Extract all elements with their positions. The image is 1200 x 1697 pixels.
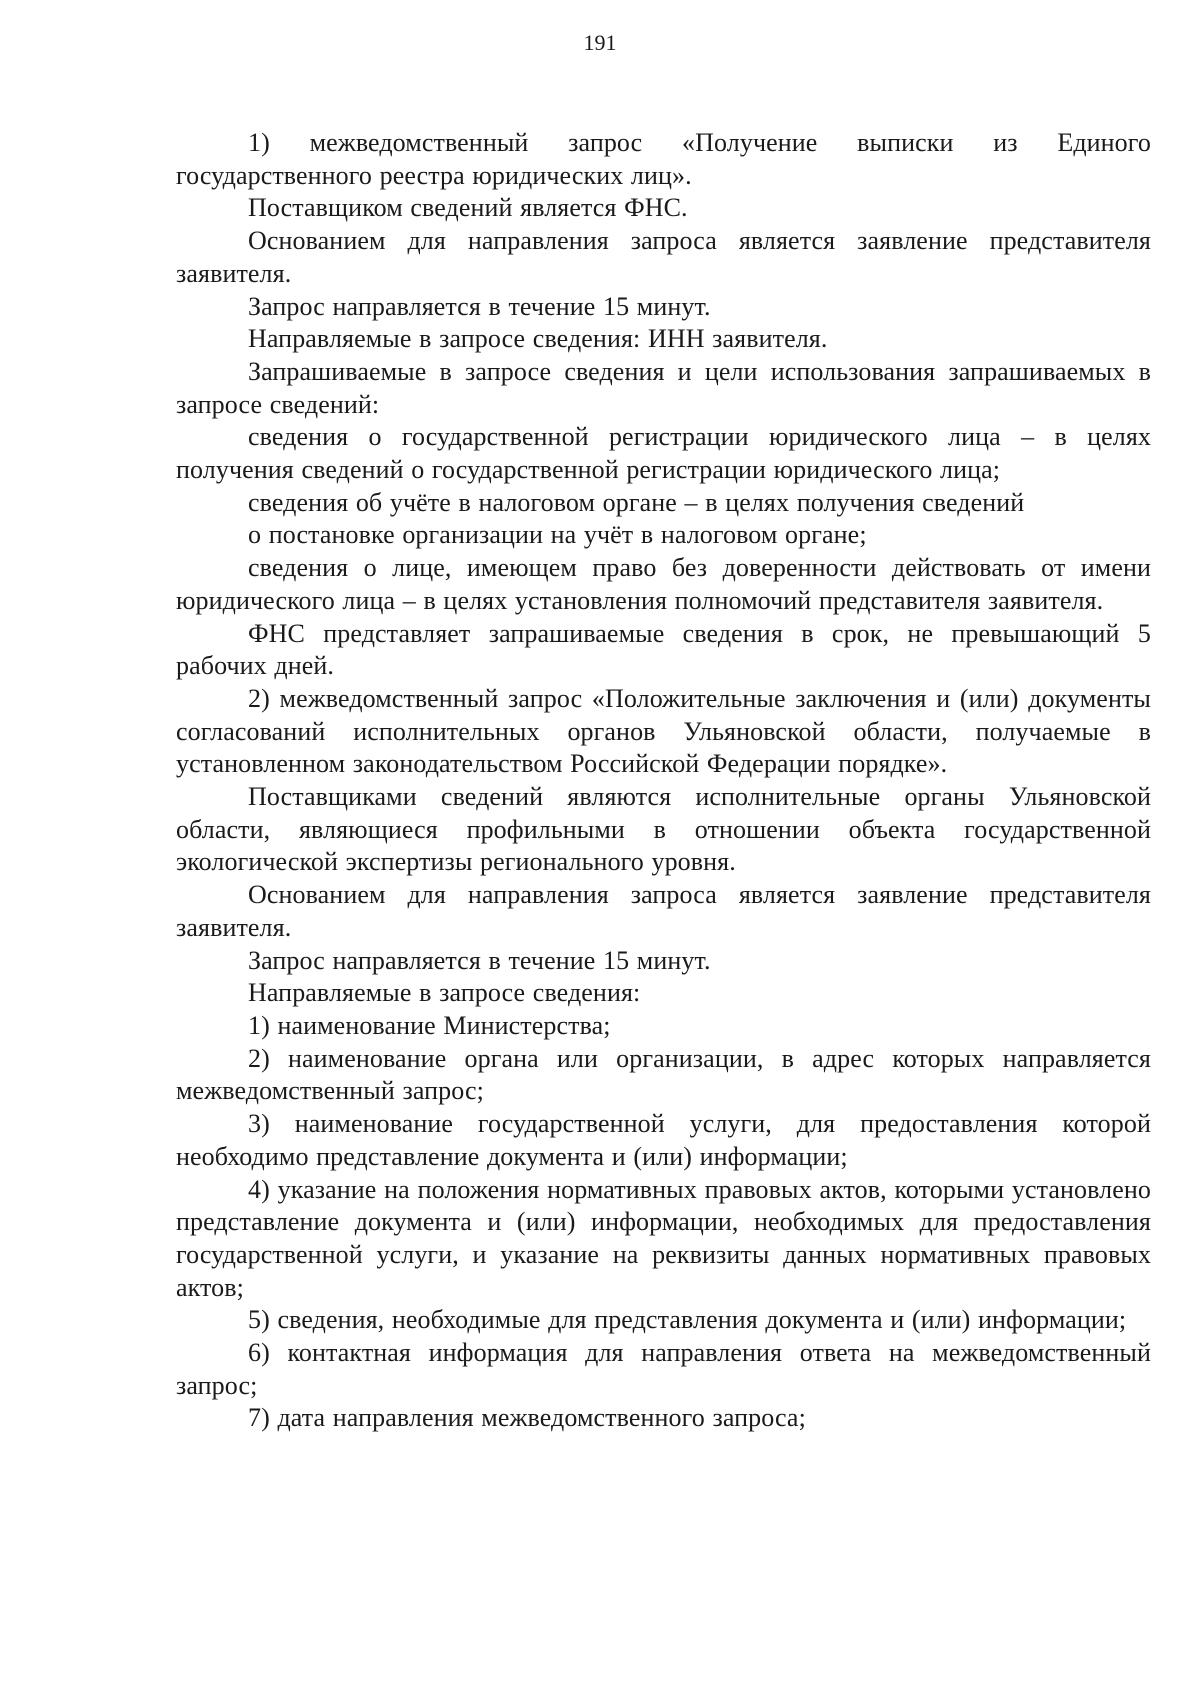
paragraph: 2) наименование органа или организации, в адрес которых направляется межведомственный запрос; — [176, 1043, 1151, 1106]
paragraph: 7) дата направления межведомственного запроса; — [248, 1403, 806, 1433]
paragraph: о постановке организации на учёт в налоговом органе; — [248, 520, 867, 550]
paragraph: Основанием для направления запроса является заявление представителя заявителя. — [176, 226, 1151, 288]
paragraph: 5) сведения, необходимые для представления документа и (или) информации; — [248, 1305, 1127, 1335]
paragraph: 6) контактная информация для направления ответа на межведомственный запрос; — [176, 1338, 1151, 1400]
paragraph: Направляемые в запросе сведения: — [248, 978, 641, 1008]
paragraph: сведения о лице, имеющем право без доверенности действовать от имени юридического лица – в целях установления полномочий представителя заявителя. — [176, 553, 1151, 615]
paragraph: 1) наименование Министерства; — [248, 1010, 611, 1040]
paragraph: 1) межведомственный запрос «Получение выписки из Единого государственного реестра юридических лиц». — [176, 128, 1151, 190]
paragraph: ФНС представляет запрашиваемые сведения в срок, не превышающий 5 рабочих дней. — [176, 618, 1151, 681]
paragraph: Запрос направляется в течение 15 минут. — [248, 945, 711, 975]
page-number: 191 — [583, 30, 617, 55]
paragraph: 2) межведомственный запрос «Положительные заключения и (или) документы согласований исполнительных органов Ульяновской области, получаемые в установленном законодательством Российской Федерации порядке». — [176, 683, 1151, 779]
document-body — [176, 127, 1151, 1435]
paragraph: Поставщиками сведений являются исполнительные органы Ульяновской области, являющиеся профильными в отношении объекта государственной экологической экспертизы регионального уровня. — [176, 782, 1151, 877]
paragraph: Основанием для направления запроса является заявление представителя заявителя. — [176, 880, 1151, 942]
paragraph: Запрашиваемые в запросе сведения и цели использования запрашиваемых в запросе сведений: — [176, 356, 1151, 419]
paragraph: сведения об учёте в налоговом органе – в целях получения сведений — [248, 487, 1025, 517]
paragraph: сведения о государственной регистрации юридического лица – в целях получения сведений о государственной регистрации юридического лица; — [176, 422, 1151, 485]
paragraph: 4) указание на положения нормативных правовых актов, которыми установлено представление документа и (или) информации, необходимых для предоставления государственной услуги, и указание на реквизиты данных нормативных правовых актов; — [176, 1174, 1151, 1302]
paragraph: Направляемые в запросе сведения: ИНН заявителя. — [248, 324, 828, 354]
paragraph: Поставщиком сведений является ФНС. — [248, 193, 688, 223]
paragraph: Запрос направляется в течение 15 минут. — [248, 291, 711, 321]
paragraph: 3) наименование государственной услуги, для предоставления которой необходимо представление документа и (или) информации; — [176, 1109, 1151, 1171]
